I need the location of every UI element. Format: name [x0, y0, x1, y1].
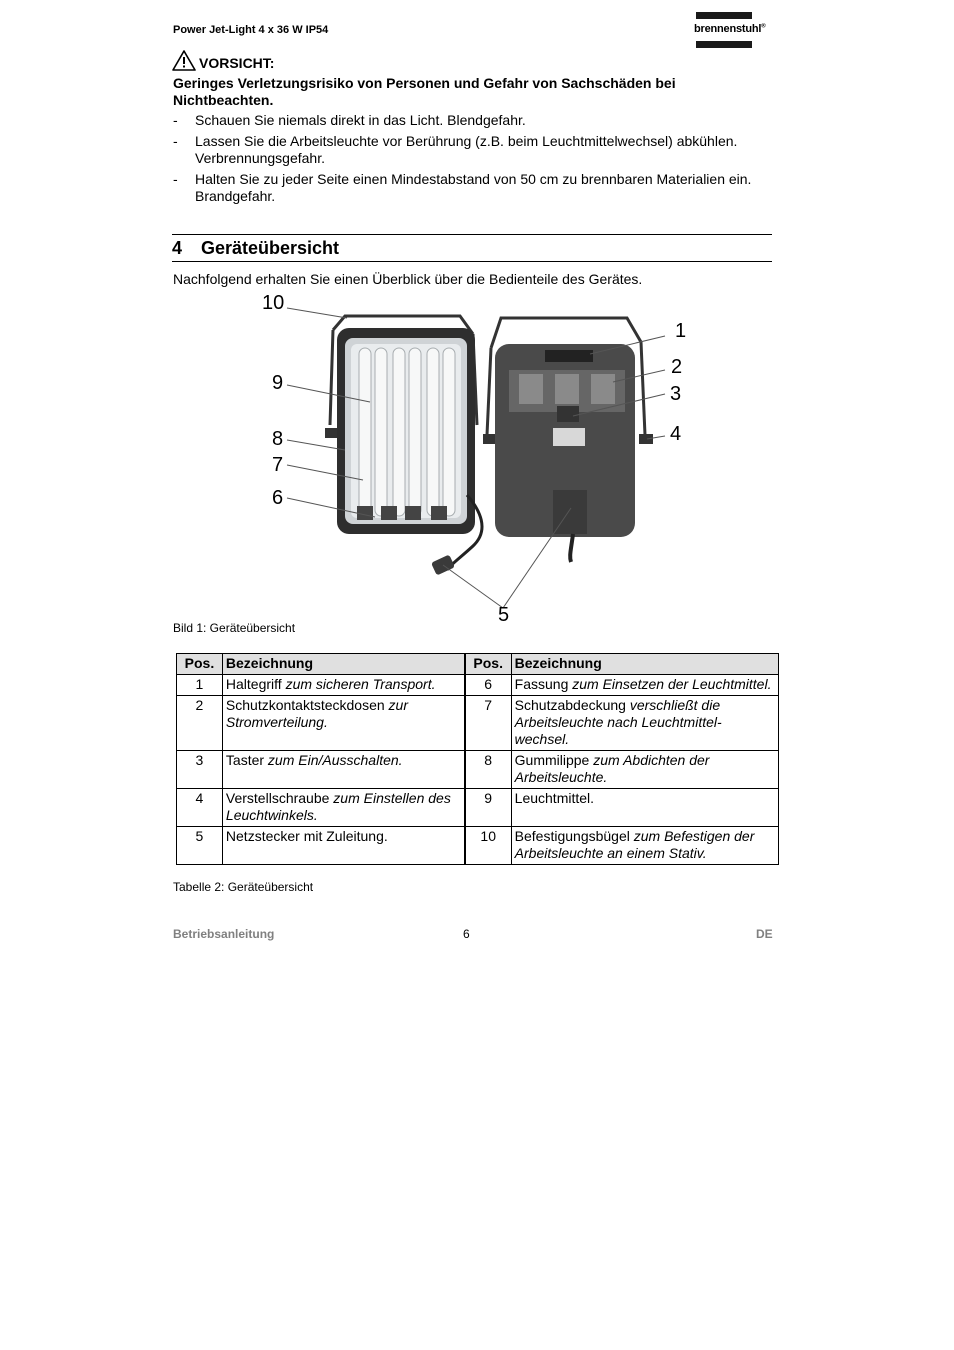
parts-table: [176, 653, 779, 865]
cell-pos: 5: [177, 827, 223, 865]
callout-8: 8: [272, 428, 284, 450]
document-title: Power Jet-Light 4 x 36 W IP54: [173, 24, 329, 36]
callout-5: 5: [498, 604, 510, 626]
cell-pos: 2: [177, 696, 223, 751]
section-heading: [172, 234, 772, 262]
callout-4: 4: [670, 423, 682, 445]
cell-pos: 7: [465, 696, 511, 751]
table-row: [177, 675, 779, 696]
cell-name: Schutzabdeckung verschließt die Arbeitsleuchte nach Leuchtmittel-wechsel.: [511, 696, 778, 751]
warning-title: VORSICHT:: [199, 55, 275, 71]
cell-name: Gummilippe zum Abdichten der Arbeitsleuchte.: [511, 751, 778, 789]
callout-2: 2: [671, 356, 683, 378]
table-row: [177, 751, 779, 789]
warning-text: Geringes Verletzungsrisiko von Personen und Gefahr von Sachschäden bei Nichtbeachten.: [173, 75, 676, 108]
callout-7: 7: [272, 454, 284, 476]
table-row: [177, 789, 779, 827]
cell-pos: 8: [465, 751, 511, 789]
cell-name: Leuchtmittel.: [511, 789, 778, 827]
logo-wordmark: brennenstuhl®: [694, 23, 766, 35]
warning-bullet-list: [173, 112, 783, 209]
figure-caption: Bild 1: Geräteübersicht: [173, 621, 296, 635]
callout-10: 10: [262, 292, 285, 314]
cell-name: Netzstecker mit Zuleitung.: [222, 827, 464, 865]
device-illustration: [255, 290, 695, 625]
table-header-row: [177, 654, 779, 675]
list-item: - Lassen Sie die Arbeitsleuchte vor Berührung (z.B. beim Leuchtmittelwechsel) abkühlen. Verbrennungsgefahr.: [173, 133, 738, 166]
cell-name: Verstellschraube zum Einstellen des Leuchtwinkels.: [222, 789, 464, 827]
logo-bar-bottom: [696, 41, 752, 48]
column-header-name: Bezeichnung: [511, 654, 778, 675]
cell-name: Haltegriff zum sicheren Transport.: [222, 675, 464, 696]
table-caption: Tabelle 2: Geräteübersicht: [173, 880, 314, 894]
cell-name: Fassung zum Einsetzen der Leuchtmittel.: [511, 675, 778, 696]
warning-triangle-icon: [172, 50, 196, 71]
cell-name: Befestigungsbügel zum Befestigen der Arbeitsleuchte an einem Stativ.: [511, 827, 778, 865]
cell-pos: 9: [465, 789, 511, 827]
cell-pos: 6: [465, 675, 511, 696]
brand-logo: [694, 12, 778, 50]
section-intro: Nachfolgend erhalten Sie einen Überblick über die Bedienteile des Gerätes.: [173, 271, 643, 287]
callout-6: 6: [272, 487, 284, 509]
callout-9: 9: [272, 372, 284, 394]
column-header-name: Bezeichnung: [222, 654, 464, 675]
callout-1: 1: [675, 320, 687, 342]
warning-heading: [172, 50, 274, 71]
cell-name: Schutzkontaktsteckdosen zur Stromverteilung.: [222, 696, 464, 751]
section-number: 4: [172, 238, 183, 258]
cell-pos: 10: [465, 827, 511, 865]
list-item: - Schauen Sie niemals direkt in das Licht. Blendgefahr.: [173, 112, 526, 128]
logo-bar-top: [696, 12, 752, 19]
footer-language: DE: [756, 927, 773, 941]
cell-pos: 1: [177, 675, 223, 696]
column-header-pos: Pos.: [465, 654, 511, 675]
callout-3: 3: [670, 383, 682, 405]
cell-pos: 4: [177, 789, 223, 827]
device-overview-figure: [255, 290, 695, 625]
cell-name: Taster zum Ein/Ausschalten.: [222, 751, 464, 789]
column-header-pos: Pos.: [177, 654, 223, 675]
list-item: - Halten Sie zu jeder Seite einen Mindestabstand von 50 cm zu brennbaren Materialien ein. Brandgefahr.: [173, 171, 752, 204]
section-title: Geräteübersicht: [201, 238, 340, 258]
cell-pos: 3: [177, 751, 223, 789]
table-row: [177, 696, 779, 751]
footer-doc-type: Betriebsanleitung: [173, 927, 275, 941]
footer-page-number: 6: [463, 927, 470, 941]
table-row: [177, 827, 779, 865]
